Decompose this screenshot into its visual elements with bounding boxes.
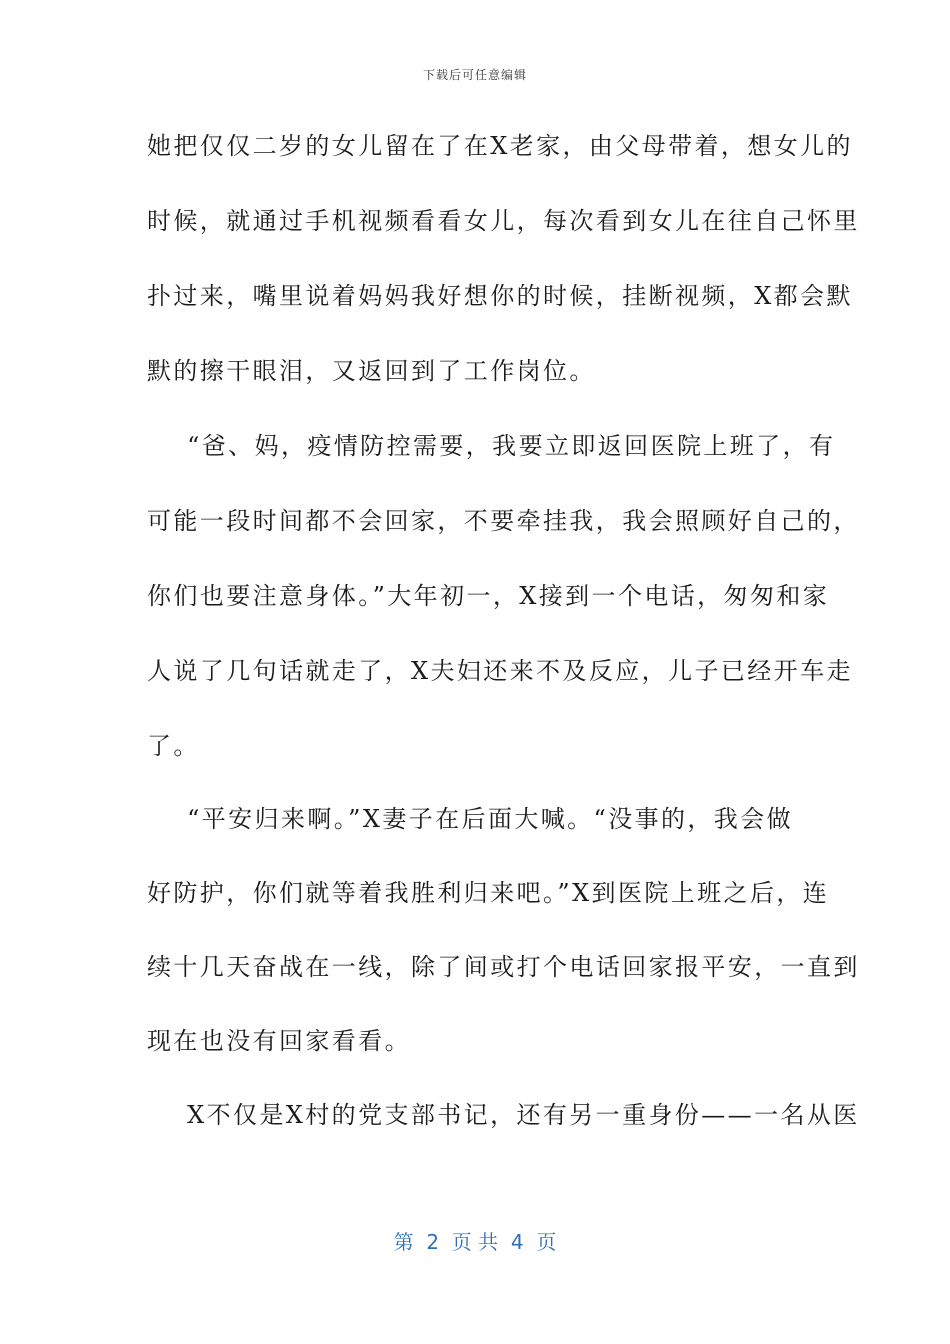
text-line: 续十几天奋战在一线，除了间或打个电话回家报平安，一直到 [147,953,860,981]
text-line: 可能一段时间都不会回家，不要牵挂我，我会照顾好自己的， [147,507,860,535]
text-line: “爸、妈，疫情防控需要，我要立即返回医院上班了，有 [147,432,836,460]
text-line: 默的擦干眼泪，又返回到了工作岗位。 [147,357,596,385]
text-line: 时候，就通过手机视频看看女儿，每次看到女儿在往自己怀里 [147,207,860,235]
text-line: 人说了几句话就走了，X夫妇还来不及反应，儿子已经开车走 [147,657,853,685]
text-line: “平安归来啊。”X妻子在后面大喊。“没事的，我会做 [147,805,794,833]
text-line: 现在也没有回家看看。 [147,1027,411,1055]
text-line: 她把仅仅二岁的女儿留在了在X老家，由父母带着，想女儿的 [147,132,853,160]
text-line: 好防护，你们就等着我胜利归来吧。”X到医院上班之后，连 [147,879,830,907]
text-line: X不仅是X村的党支部书记，还有另一重身份——一名从医 [147,1101,860,1129]
page-header-note: 下载后可任意编辑 [422,68,527,82]
page-number-footer: 第 2 页 共 4 页 [393,1230,557,1254]
text-line: 你们也要注意身体。”大年初一，X接到一个电话，匆匆和家 [147,582,830,610]
text-line: 了。 [147,732,200,760]
text-line: 扑过来，嘴里说着妈妈我好想你的时候，挂断视频，X都会默 [147,282,853,310]
